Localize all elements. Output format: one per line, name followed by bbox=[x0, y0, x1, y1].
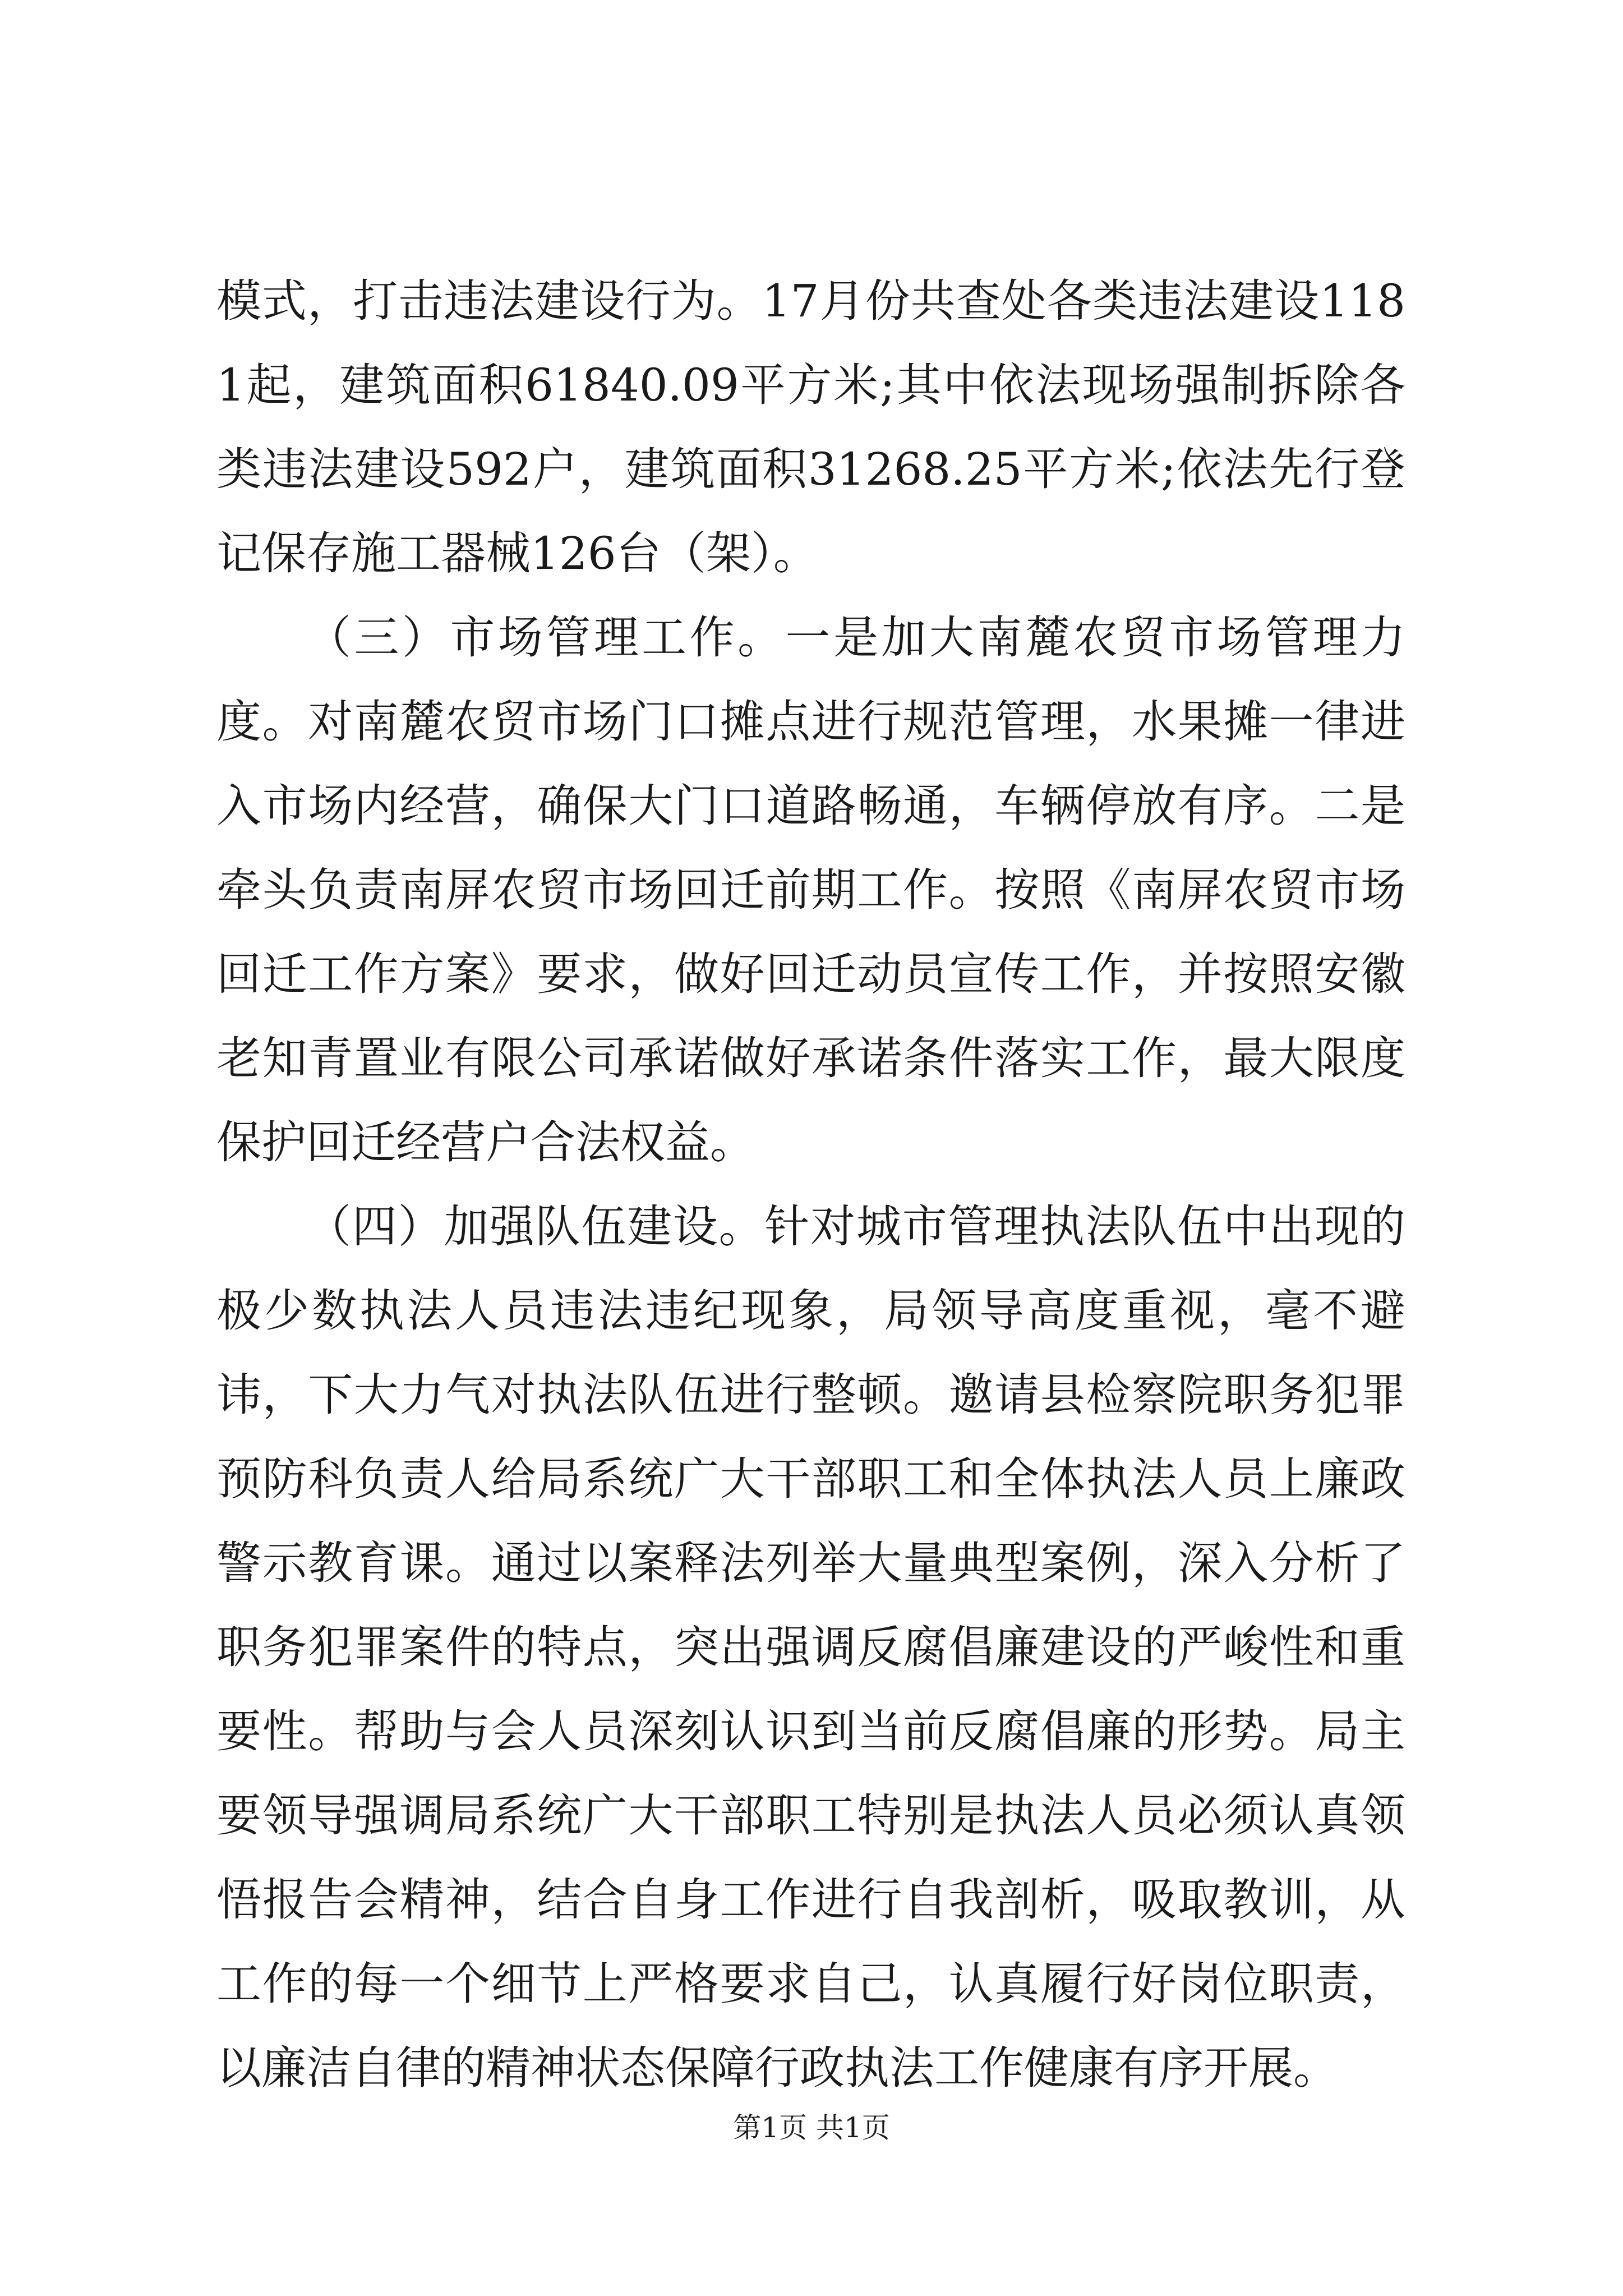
document-body bbox=[216, 259, 1405, 2110]
paragraph-enforcement-statistics: 模式，打击违法建设行为。17月份共查处各类违法建设1181起，建筑面积61840.09平方米;其中依法现场强制拆除各类违法建设592户，建筑面积31268.25平方米;依法先行登记保存施工器械126台（架）。 bbox=[216, 275, 1405, 579]
paragraph-team-building: （四）加强队伍建设。针对城市管理执法队伍中出现的极少数执法人员违法违纪现象，局领导高度重视，毫不避讳，下大力气对执法队伍进行整顿。邀请县检察院职务犯罪预防科负责人给局系统广大干部职工和全体执法人员上廉政警示教育课。通过以案释法列举大量典型案例，深入分析了职务犯罪案件的特点，突出强调反腐倡廉建设的严峻性和重要性。帮助与会人员深刻认识到当前反腐倡廉的形势。局主要领导强调局系统广大干部职工特别是执法人员必须认真领悟报告会精神，结合自身工作进行自我剖析，吸取教训，从工作的每一个细节上严格要求自己，认真履行好岗位职责，以廉洁自律的精神状态保障行政执法工作健康有序开展。 bbox=[216, 1200, 1405, 2094]
paragraph-market-management: （三）市场管理工作。一是加大南麓农贸市场管理力度。对南麓农贸市场门口摊点进行规范管理，水果摊一律进入市场内经营，确保大门口道路畅通，车辆停放有序。二是牵头负责南屏农贸市场回迁前期工作。按照《南屏农贸市场回迁工作方案》要求，做好回迁动员宣传工作，并按照安徽老知青置业有限公司承诺做好承诺条件落实工作，最大限度保护回迁经营户合法权益。 bbox=[216, 611, 1405, 1168]
page-footer: 第1页 共1页 bbox=[733, 2111, 890, 2144]
